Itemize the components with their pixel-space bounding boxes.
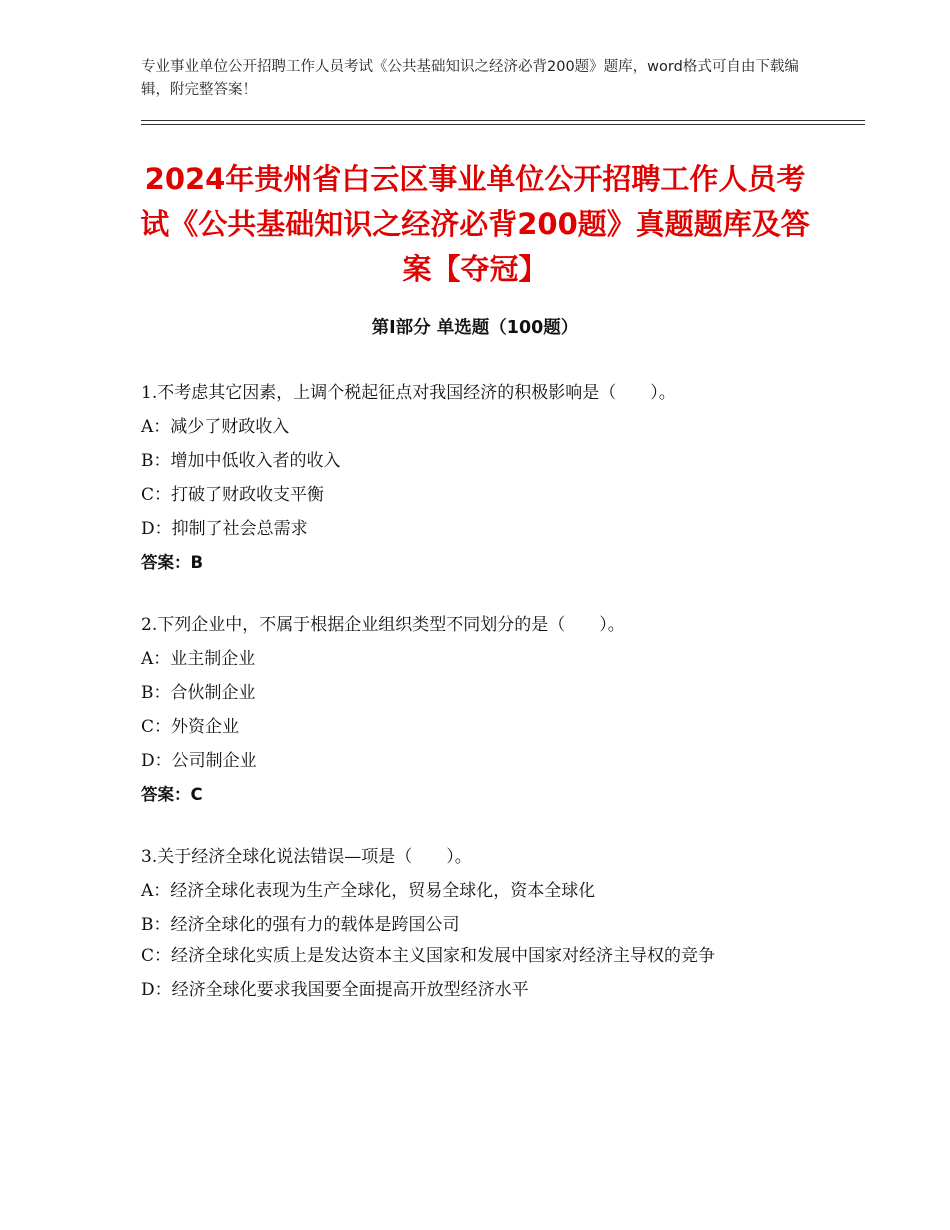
question-3	[141, 843, 813, 1007]
header-rule-thick	[141, 120, 865, 121]
question-list	[141, 379, 813, 1038]
option-a: A：业主制企业	[141, 649, 256, 669]
document-title: 2024年贵州省白云区事业单位公开招聘工作人员考试《公共基础知识之经济必背200题》真题题库及答案【夺冠】	[140, 162, 810, 286]
option-b: B：合伙制企业	[141, 683, 256, 703]
option-d: D：经济全球化要求我国要全面提高开放型经济水平	[141, 980, 529, 1000]
option-b: B：经济全球化的强有力的载体是跨国公司	[141, 915, 460, 935]
question-text: 1.不考虑其它因素，上调个税起征点对我国经济的积极影响是（ ）。	[141, 383, 676, 403]
answer: 答案：C	[141, 785, 203, 804]
document-header: 专业事业单位公开招聘工作人员考试《公共基础知识之经济必背200题》题库，word格式可自由下载编辑，附完整答案！	[141, 59, 799, 98]
option-c: C：经济全球化实质上是发达资本主义国家和发展中国家对经济主导权的竞争	[141, 946, 716, 966]
option-c: C：外资企业	[141, 717, 240, 737]
option-b: B：增加中低收入者的收入	[141, 451, 341, 471]
section-heading: 第Ⅰ部分 单选题（100题）	[371, 318, 579, 338]
answer: 答案：B	[141, 553, 204, 572]
question-text: 2.下列企业中，不属于根据企业组织类型不同划分的是（ ）。	[141, 615, 625, 635]
option-a: A：经济全球化表现为生产全球化，贸易全球化，资本全球化	[141, 881, 596, 901]
option-d: D：公司制企业	[141, 751, 257, 771]
header-rule-thin	[141, 124, 865, 125]
option-d: D：抑制了社会总需求	[141, 519, 308, 539]
question-text: 3.关于经济全球化说法错误—项是（ ）。	[141, 847, 472, 867]
option-a: A：减少了财政收入	[141, 417, 290, 437]
question-2	[141, 611, 813, 812]
option-c: C：打破了财政收支平衡	[141, 485, 325, 505]
question-1	[141, 379, 813, 580]
